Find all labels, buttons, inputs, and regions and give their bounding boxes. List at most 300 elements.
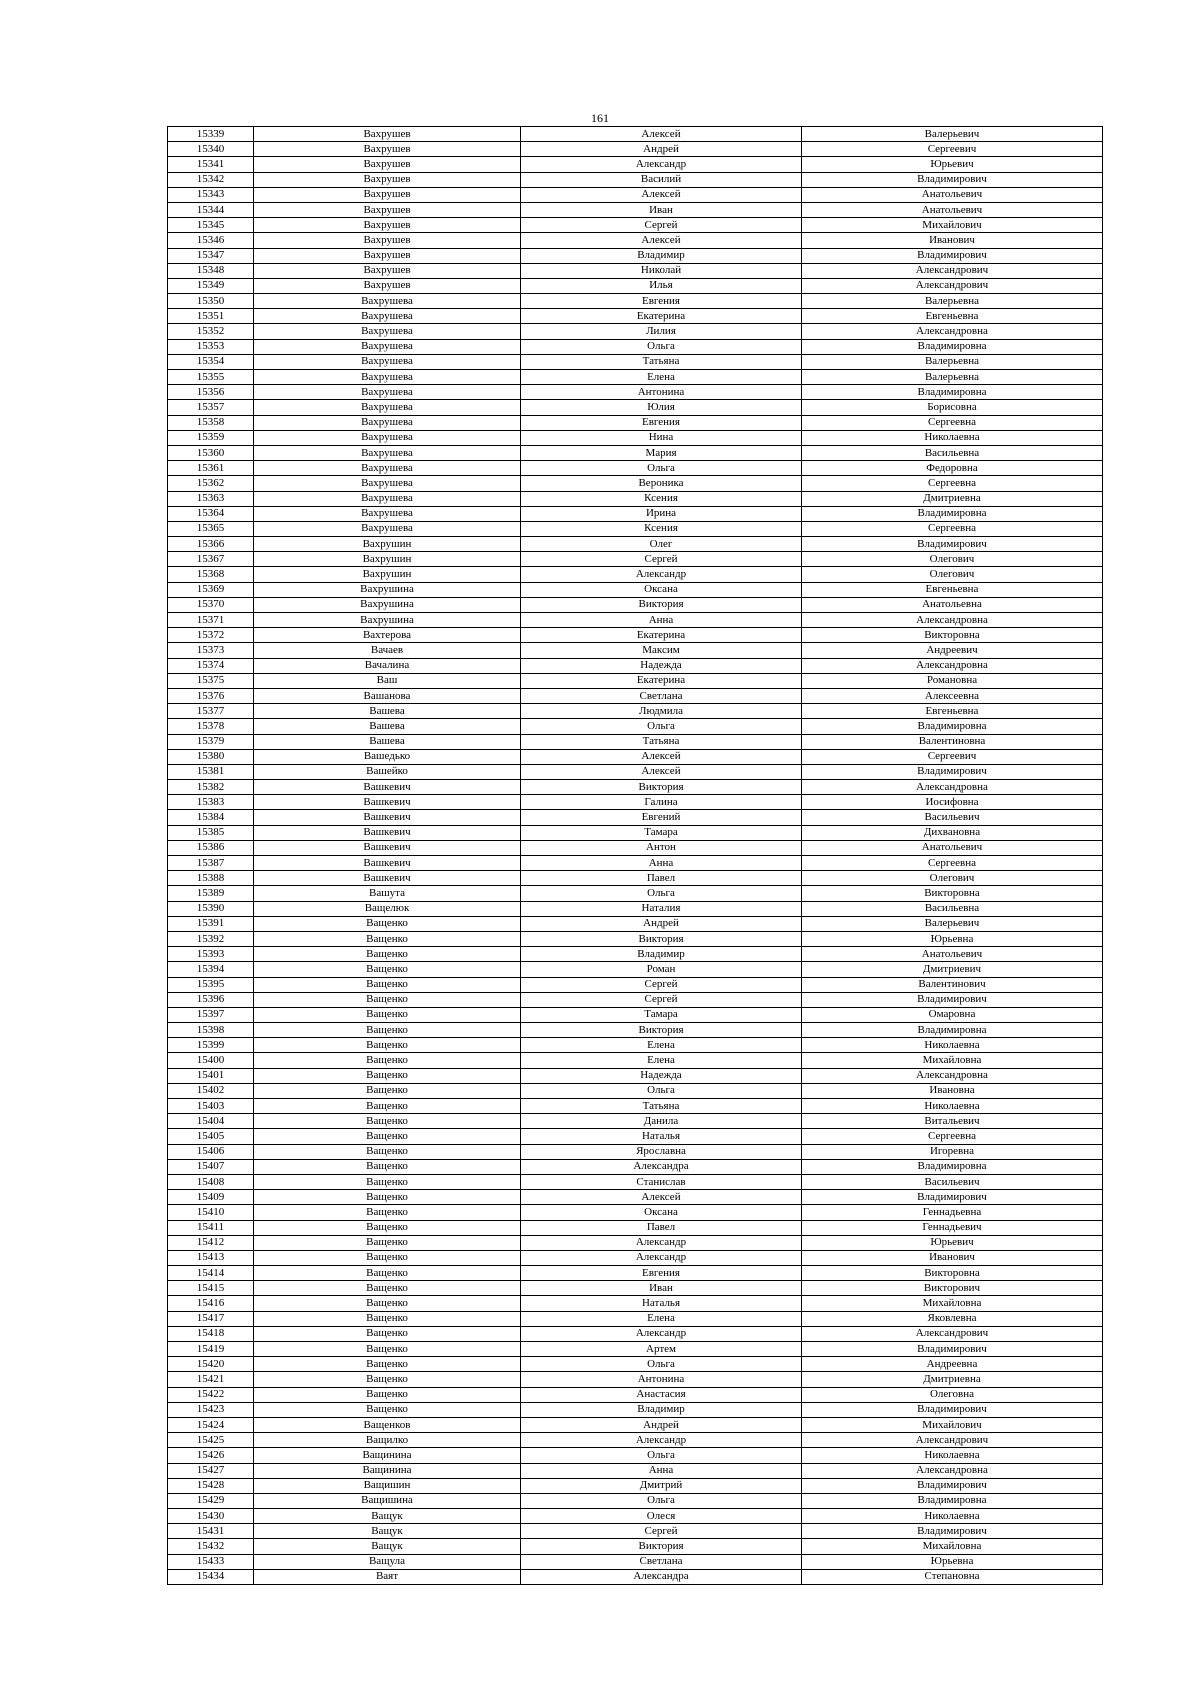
first-name-cell: Сергей <box>521 552 802 567</box>
record-number-cell: 15399 <box>168 1038 254 1053</box>
table-row <box>168 764 1103 779</box>
table-row <box>168 309 1103 324</box>
table-row <box>168 658 1103 673</box>
patronymic-cell: Владимирович <box>802 992 1103 1007</box>
surname-cell: Ващенко <box>254 977 521 992</box>
surname-cell: Ващенко <box>254 1281 521 1296</box>
surname-cell: Вашейко <box>254 764 521 779</box>
record-number-cell: 15371 <box>168 613 254 628</box>
first-name-cell: Ирина <box>521 506 802 521</box>
table-row <box>168 856 1103 871</box>
patronymic-cell: Николаевна <box>802 1099 1103 1114</box>
patronymic-cell: Михайлович <box>802 1417 1103 1432</box>
table-row <box>168 400 1103 415</box>
surname-cell: Вахрушева <box>254 339 521 354</box>
surname-cell: Вашанова <box>254 688 521 703</box>
table-row <box>168 157 1103 172</box>
patronymic-cell: Олеговна <box>802 1387 1103 1402</box>
patronymic-cell: Владимировна <box>802 506 1103 521</box>
table-row <box>168 1372 1103 1387</box>
record-number-cell: 15386 <box>168 840 254 855</box>
record-number-cell: 15345 <box>168 218 254 233</box>
first-name-cell: Станислав <box>521 1174 802 1189</box>
first-name-cell: Алексей <box>521 187 802 202</box>
patronymic-cell: Валерьевич <box>802 916 1103 931</box>
first-name-cell: Андрей <box>521 142 802 157</box>
table-row <box>168 749 1103 764</box>
surname-cell: Ващенко <box>254 1023 521 1038</box>
patronymic-cell: Юрьевич <box>802 1235 1103 1250</box>
first-name-cell: Екатерина <box>521 309 802 324</box>
record-number-cell: 15348 <box>168 263 254 278</box>
patronymic-cell: Владимирович <box>802 1190 1103 1205</box>
patronymic-cell: Анатольевич <box>802 202 1103 217</box>
patronymic-cell: Валерьевна <box>802 354 1103 369</box>
record-number-cell: 15416 <box>168 1296 254 1311</box>
patronymic-cell: Николаевна <box>802 430 1103 445</box>
first-name-cell: Ольга <box>521 1448 802 1463</box>
first-name-cell: Алексей <box>521 127 802 142</box>
surname-cell: Вахрушев <box>254 172 521 187</box>
record-number-cell: 15403 <box>168 1099 254 1114</box>
record-number-cell: 15368 <box>168 567 254 582</box>
patronymic-cell: Александровна <box>802 1068 1103 1083</box>
patronymic-cell: Валентинович <box>802 977 1103 992</box>
first-name-cell: Анна <box>521 1463 802 1478</box>
record-number-cell: 15352 <box>168 324 254 339</box>
table-row <box>168 962 1103 977</box>
record-number-cell: 15373 <box>168 643 254 658</box>
record-number-cell: 15431 <box>168 1524 254 1539</box>
first-name-cell: Оксана <box>521 1205 802 1220</box>
table-row <box>168 415 1103 430</box>
patronymic-cell: Геннадьевна <box>802 1205 1103 1220</box>
first-name-cell: Сергей <box>521 1524 802 1539</box>
record-number-cell: 15413 <box>168 1250 254 1265</box>
table-row <box>168 810 1103 825</box>
table-row <box>168 901 1103 916</box>
surname-cell: Ващук <box>254 1539 521 1554</box>
patronymic-cell: Владимировна <box>802 1159 1103 1174</box>
patronymic-cell: Олегович <box>802 552 1103 567</box>
surname-cell: Вахрушев <box>254 248 521 263</box>
table-row <box>168 127 1103 142</box>
table-row <box>168 491 1103 506</box>
surname-cell: Вахрушев <box>254 187 521 202</box>
record-number-cell: 15424 <box>168 1417 254 1432</box>
surname-cell: Вашедько <box>254 749 521 764</box>
table-row <box>168 506 1103 521</box>
surname-cell: Вахрушин <box>254 567 521 582</box>
patronymic-cell: Владимировна <box>802 1023 1103 1038</box>
surname-cell: Ващинина <box>254 1463 521 1478</box>
record-number-cell: 15387 <box>168 856 254 871</box>
first-name-cell: Екатерина <box>521 673 802 688</box>
table-row <box>168 1068 1103 1083</box>
surname-cell: Вахрушева <box>254 294 521 309</box>
first-name-cell: Тамара <box>521 825 802 840</box>
record-number-cell: 15418 <box>168 1326 254 1341</box>
table-row <box>168 628 1103 643</box>
surname-cell: Вахрушева <box>254 354 521 369</box>
patronymic-cell: Валерьевна <box>802 370 1103 385</box>
table-row <box>168 552 1103 567</box>
record-number-cell: 15356 <box>168 385 254 400</box>
surname-cell: Ващук <box>254 1524 521 1539</box>
record-number-cell: 15423 <box>168 1402 254 1417</box>
record-number-cell: 15339 <box>168 127 254 142</box>
table-row <box>168 1205 1103 1220</box>
surname-cell: Вашкевич <box>254 871 521 886</box>
patronymic-cell: Владимировна <box>802 1493 1103 1508</box>
surname-cell: Ващенко <box>254 1311 521 1326</box>
table-row <box>168 1539 1103 1554</box>
table-row <box>168 1023 1103 1038</box>
patronymic-cell: Михайловна <box>802 1539 1103 1554</box>
patronymic-cell: Анатольевич <box>802 947 1103 962</box>
first-name-cell: Антонина <box>521 1372 802 1387</box>
surname-cell: Ващенко <box>254 992 521 1007</box>
record-number-cell: 15357 <box>168 400 254 415</box>
record-number-cell: 15391 <box>168 916 254 931</box>
table-row <box>168 476 1103 491</box>
table-row <box>168 1463 1103 1478</box>
patronymic-cell: Андреевна <box>802 1357 1103 1372</box>
table-row <box>168 218 1103 233</box>
patronymic-cell: Владимирович <box>802 1524 1103 1539</box>
record-number-cell: 15410 <box>168 1205 254 1220</box>
record-number-cell: 15421 <box>168 1372 254 1387</box>
patronymic-cell: Владимирович <box>802 764 1103 779</box>
record-number-cell: 15354 <box>168 354 254 369</box>
surname-cell: Вахрушева <box>254 324 521 339</box>
patronymic-cell: Александрович <box>802 263 1103 278</box>
surname-cell: Вахрушева <box>254 400 521 415</box>
first-name-cell: Данила <box>521 1114 802 1129</box>
surname-cell: Ващенко <box>254 947 521 962</box>
table-row <box>168 1083 1103 1098</box>
patronymic-cell: Александрович <box>802 1433 1103 1448</box>
surname-cell: Вахрушева <box>254 506 521 521</box>
first-name-cell: Ольга <box>521 719 802 734</box>
record-number-cell: 15355 <box>168 370 254 385</box>
first-name-cell: Александра <box>521 1569 802 1584</box>
first-name-cell: Ксения <box>521 521 802 536</box>
first-name-cell: Роман <box>521 962 802 977</box>
first-name-cell: Виктория <box>521 931 802 946</box>
surname-cell: Ващенко <box>254 1038 521 1053</box>
surname-cell: Ващенко <box>254 1296 521 1311</box>
first-name-cell: Наталия <box>521 901 802 916</box>
patronymic-cell: Александровна <box>802 613 1103 628</box>
patronymic-cell: Владимирович <box>802 1342 1103 1357</box>
table-row <box>168 613 1103 628</box>
record-number-cell: 15427 <box>168 1463 254 1478</box>
table-row <box>168 643 1103 658</box>
first-name-cell: Ольга <box>521 461 802 476</box>
patronymic-cell: Евгеньевна <box>802 309 1103 324</box>
patronymic-cell: Юрьевна <box>802 1554 1103 1569</box>
record-number-cell: 15395 <box>168 977 254 992</box>
patronymic-cell: Николаевна <box>802 1509 1103 1524</box>
surname-cell: Вахрушев <box>254 157 521 172</box>
table-row <box>168 1220 1103 1235</box>
table-row <box>168 1144 1103 1159</box>
record-number-cell: 15425 <box>168 1433 254 1448</box>
table-row <box>168 1387 1103 1402</box>
table-row <box>168 521 1103 536</box>
surname-cell: Ващенко <box>254 962 521 977</box>
record-number-cell: 15430 <box>168 1509 254 1524</box>
record-number-cell: 15414 <box>168 1266 254 1281</box>
table-row <box>168 567 1103 582</box>
patronymic-cell: Сергеевна <box>802 415 1103 430</box>
first-name-cell: Иван <box>521 202 802 217</box>
patronymic-cell: Омаровна <box>802 1007 1103 1022</box>
table-row <box>168 977 1103 992</box>
table-row <box>168 430 1103 445</box>
patronymic-cell: Олегович <box>802 567 1103 582</box>
patronymic-cell: Дмитриевна <box>802 1372 1103 1387</box>
first-name-cell: Алексей <box>521 233 802 248</box>
patronymic-cell: Анатольевич <box>802 187 1103 202</box>
surname-cell: Ващенков <box>254 1417 521 1432</box>
record-number-cell: 15392 <box>168 931 254 946</box>
first-name-cell: Павел <box>521 1220 802 1235</box>
patronymic-cell: Владимировна <box>802 339 1103 354</box>
first-name-cell: Лилия <box>521 324 802 339</box>
record-number-cell: 15393 <box>168 947 254 962</box>
table-row <box>168 233 1103 248</box>
surname-cell: Вахрушева <box>254 521 521 536</box>
table-row <box>168 445 1103 460</box>
patronymic-cell: Дмитриевич <box>802 962 1103 977</box>
first-name-cell: Сергей <box>521 992 802 1007</box>
record-number-cell: 15378 <box>168 719 254 734</box>
surname-cell: Ващенко <box>254 1357 521 1372</box>
surname-cell: Ващула <box>254 1554 521 1569</box>
first-name-cell: Анна <box>521 856 802 871</box>
first-name-cell: Василий <box>521 172 802 187</box>
patronymic-cell: Михайловна <box>802 1296 1103 1311</box>
table-row <box>168 1174 1103 1189</box>
table-row <box>168 1099 1103 1114</box>
record-number-cell: 15396 <box>168 992 254 1007</box>
first-name-cell: Ольга <box>521 339 802 354</box>
surname-cell: Вашкевич <box>254 825 521 840</box>
record-number-cell: 15340 <box>168 142 254 157</box>
surname-cell: Вашева <box>254 719 521 734</box>
table-row <box>168 582 1103 597</box>
table-row <box>168 248 1103 263</box>
table-row <box>168 780 1103 795</box>
table-row <box>168 795 1103 810</box>
surname-cell: Вашева <box>254 734 521 749</box>
patronymic-cell: Иванович <box>802 1250 1103 1265</box>
record-number-cell: 15394 <box>168 962 254 977</box>
first-name-cell: Александр <box>521 1235 802 1250</box>
record-number-cell: 15358 <box>168 415 254 430</box>
table-row <box>168 202 1103 217</box>
first-name-cell: Евгения <box>521 1266 802 1281</box>
table-row <box>168 294 1103 309</box>
table-row <box>168 324 1103 339</box>
record-number-cell: 15389 <box>168 886 254 901</box>
first-name-cell: Антонина <box>521 385 802 400</box>
record-number-cell: 15365 <box>168 521 254 536</box>
record-number-cell: 15383 <box>168 795 254 810</box>
surname-cell: Ващенко <box>254 1114 521 1129</box>
table-row <box>168 1311 1103 1326</box>
record-number-cell: 15366 <box>168 537 254 552</box>
table-row <box>168 992 1103 1007</box>
patronymic-cell: Сергеевна <box>802 856 1103 871</box>
record-number-cell: 15420 <box>168 1357 254 1372</box>
first-name-cell: Надежда <box>521 1068 802 1083</box>
record-number-cell: 15361 <box>168 461 254 476</box>
patronymic-cell: Михайлович <box>802 218 1103 233</box>
first-name-cell: Андрей <box>521 916 802 931</box>
record-number-cell: 15409 <box>168 1190 254 1205</box>
surname-cell: Ващенко <box>254 1402 521 1417</box>
record-number-cell: 15343 <box>168 187 254 202</box>
surname-cell: Вахрушева <box>254 370 521 385</box>
record-number-cell: 15398 <box>168 1023 254 1038</box>
surname-cell: Вашкевич <box>254 840 521 855</box>
first-name-cell: Павел <box>521 871 802 886</box>
first-name-cell: Евгения <box>521 294 802 309</box>
record-number-cell: 15360 <box>168 445 254 460</box>
first-name-cell: Елена <box>521 1053 802 1068</box>
surname-cell: Вахрушева <box>254 385 521 400</box>
patronymic-cell: Викторовна <box>802 628 1103 643</box>
first-name-cell: Виктория <box>521 1023 802 1038</box>
patronymic-cell: Владимирович <box>802 1478 1103 1493</box>
patronymic-cell: Яковлевна <box>802 1311 1103 1326</box>
patronymic-cell: Владимирович <box>802 248 1103 263</box>
record-number-cell: 15363 <box>168 491 254 506</box>
surname-cell: Ващенко <box>254 1144 521 1159</box>
record-number-cell: 15433 <box>168 1554 254 1569</box>
surname-cell: Ващенко <box>254 1235 521 1250</box>
record-number-cell: 15390 <box>168 901 254 916</box>
surname-cell: Ващенко <box>254 1342 521 1357</box>
table-row <box>168 385 1103 400</box>
first-name-cell: Светлана <box>521 688 802 703</box>
first-name-cell: Ольга <box>521 886 802 901</box>
surname-cell: Вахрушина <box>254 613 521 628</box>
record-number-cell: 15405 <box>168 1129 254 1144</box>
patronymic-cell: Сергеевич <box>802 142 1103 157</box>
table-row <box>168 916 1103 931</box>
table-row <box>168 1448 1103 1463</box>
patronymic-cell: Николаевна <box>802 1038 1103 1053</box>
table-row <box>168 537 1103 552</box>
surname-cell: Ващишин <box>254 1478 521 1493</box>
first-name-cell: Анна <box>521 613 802 628</box>
first-name-cell: Александр <box>521 1326 802 1341</box>
surname-cell: Вахрушев <box>254 233 521 248</box>
table-row <box>168 734 1103 749</box>
record-number-cell: 15434 <box>168 1569 254 1584</box>
table-row <box>168 1053 1103 1068</box>
first-name-cell: Елена <box>521 370 802 385</box>
surname-cell: Вачалина <box>254 658 521 673</box>
first-name-cell: Максим <box>521 643 802 658</box>
table-row <box>168 840 1103 855</box>
patronymic-cell: Иосифовна <box>802 795 1103 810</box>
table-row <box>168 1357 1103 1372</box>
first-name-cell: Олеся <box>521 1509 802 1524</box>
table-row <box>168 1524 1103 1539</box>
patronymic-cell: Александровна <box>802 1463 1103 1478</box>
first-name-cell: Виктория <box>521 597 802 612</box>
surname-cell: Вахтерова <box>254 628 521 643</box>
patronymic-cell: Евгеньевна <box>802 704 1103 719</box>
patronymic-cell: Валентиновна <box>802 734 1103 749</box>
patronymic-cell: Валерьевна <box>802 294 1103 309</box>
record-number-cell: 15422 <box>168 1387 254 1402</box>
record-number-cell: 15367 <box>168 552 254 567</box>
patronymic-cell: Сергеевна <box>802 521 1103 536</box>
patronymic-cell: Алексеевна <box>802 688 1103 703</box>
first-name-cell: Татьяна <box>521 734 802 749</box>
surname-cell: Вашкевич <box>254 795 521 810</box>
first-name-cell: Вероника <box>521 476 802 491</box>
record-number-cell: 15407 <box>168 1159 254 1174</box>
first-name-cell: Дмитрий <box>521 1478 802 1493</box>
record-number-cell: 15415 <box>168 1281 254 1296</box>
table-row <box>168 172 1103 187</box>
surname-cell: Ващенко <box>254 1266 521 1281</box>
patronymic-cell: Юрьевич <box>802 157 1103 172</box>
first-name-cell: Анастасия <box>521 1387 802 1402</box>
surname-cell: Вахрушева <box>254 445 521 460</box>
record-number-cell: 15350 <box>168 294 254 309</box>
patronymic-cell: Анатольевна <box>802 597 1103 612</box>
table-row <box>168 1266 1103 1281</box>
table-row <box>168 597 1103 612</box>
record-number-cell: 15347 <box>168 248 254 263</box>
record-number-cell: 15428 <box>168 1478 254 1493</box>
surname-cell: Вахрушев <box>254 278 521 293</box>
first-name-cell: Тамара <box>521 1007 802 1022</box>
surname-cell: Вахрушева <box>254 491 521 506</box>
record-number-cell: 15346 <box>168 233 254 248</box>
table-row <box>168 339 1103 354</box>
record-number-cell: 15402 <box>168 1083 254 1098</box>
surname-cell: Ващенко <box>254 1007 521 1022</box>
table-row <box>168 886 1103 901</box>
surname-cell: Вахрушева <box>254 415 521 430</box>
first-name-cell: Ольга <box>521 1083 802 1098</box>
table-row <box>168 263 1103 278</box>
table-row <box>168 1554 1103 1569</box>
record-number-cell: 15379 <box>168 734 254 749</box>
table-row <box>168 1478 1103 1493</box>
surname-cell: Вахрушев <box>254 202 521 217</box>
surname-cell: Ващенко <box>254 1250 521 1265</box>
first-name-cell: Людмила <box>521 704 802 719</box>
table-row <box>168 1038 1103 1053</box>
table-row <box>168 871 1103 886</box>
table-row <box>168 1326 1103 1341</box>
table-row <box>168 1114 1103 1129</box>
first-name-cell: Александра <box>521 1159 802 1174</box>
patronymic-cell: Олегович <box>802 871 1103 886</box>
table-row <box>168 1129 1103 1144</box>
first-name-cell: Алексей <box>521 1190 802 1205</box>
